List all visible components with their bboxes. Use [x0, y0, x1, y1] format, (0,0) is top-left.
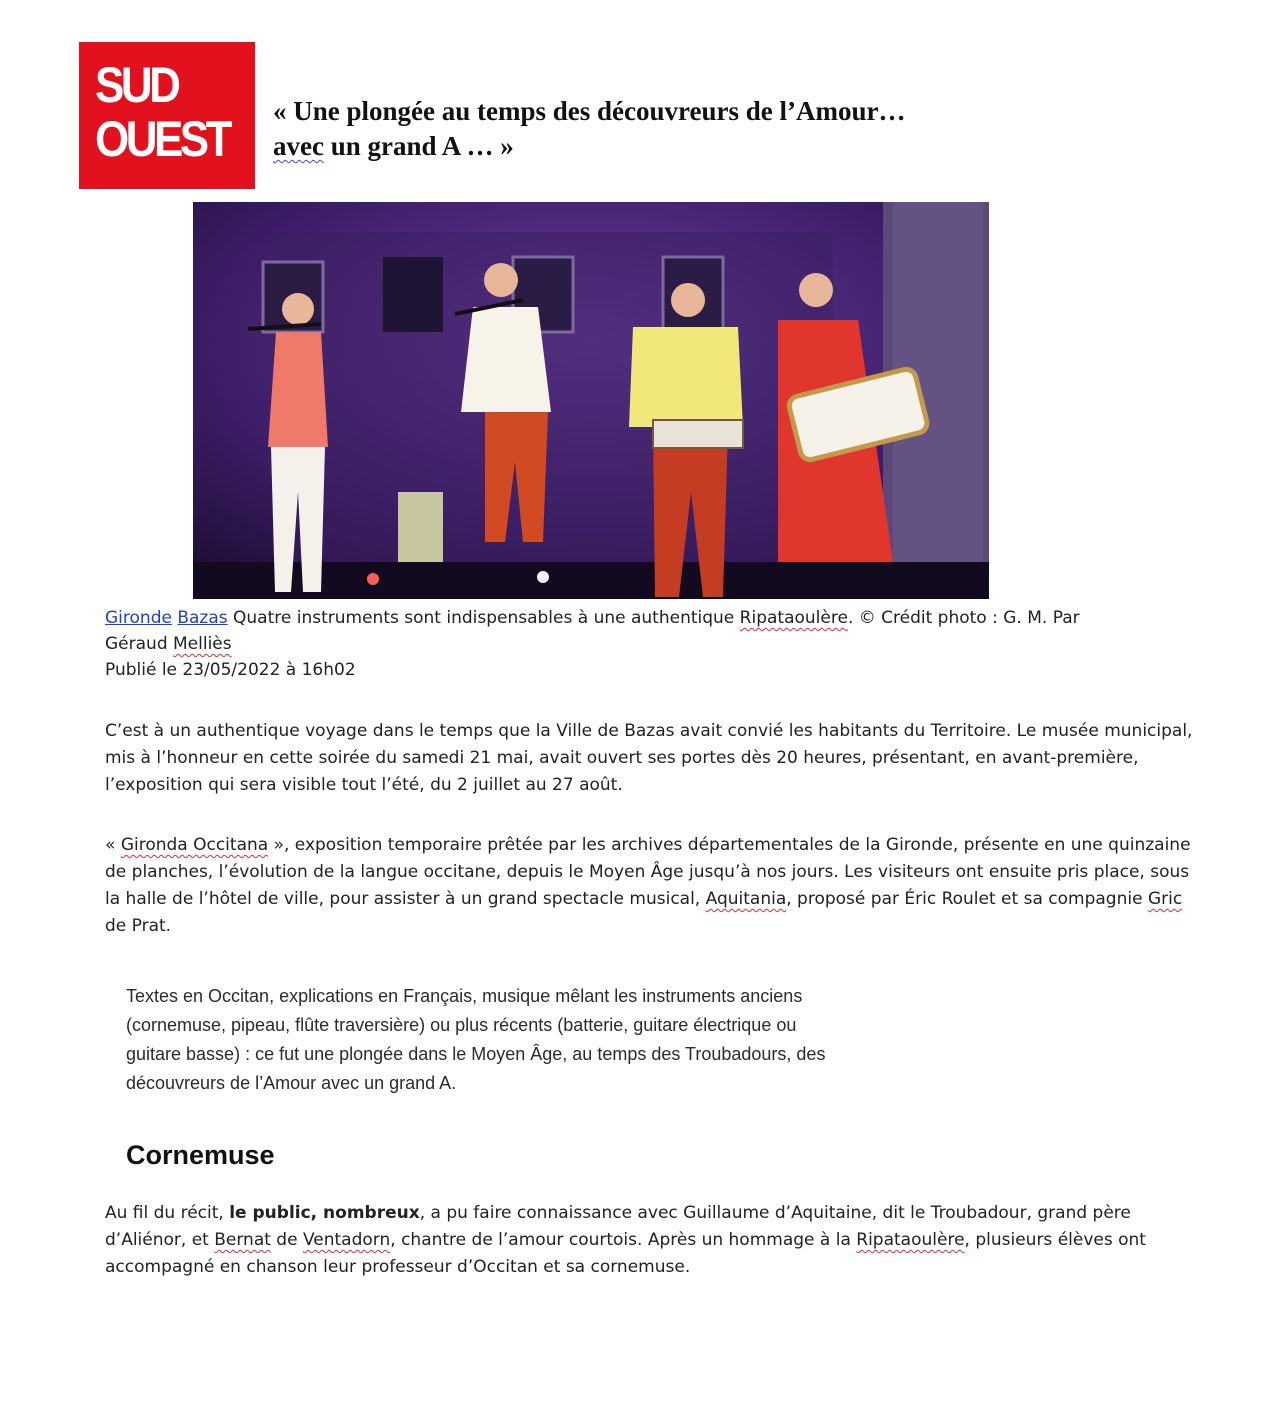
headline-line1: « Une plongée au temps des découvreurs de l’Amour…: [273, 96, 906, 126]
article-headline: [273, 94, 1033, 164]
section-title-cornemuse: Cornemuse: [126, 1140, 275, 1170]
paragraph-intro: C’est à un authentique voyage dans le temps que la Ville de Bazas avait convié les habitants du Territoire. Le musée municipal, mis à l’honneur en cette soirée du samedi 21 mai, avait ouvert ses portes dès 20 heures, présentant, en avant-première, l’exposition qui sera visible tout l’été, du 2 juillet au 27 août.: [105, 721, 1193, 795]
p2-text-a: «: [105, 835, 121, 855]
p4-ripataoulere: Ripataoulère: [856, 1230, 965, 1250]
headline-word-avec: avec: [273, 131, 324, 161]
p2-text-c: », exposition temporaire prêtée par les archives départementales de la Gironde, présente en une quinzaine de planches, l’évolution de la langue occitane, depuis le Moyen Âge jusqu’à nos jours. Les visiteurs ont ensuite pris place, sous la halle de l’hôtel de ville, pour assister à un grand spectacle musical,: [105, 835, 1191, 909]
p4-text-a: Au fil du récit,: [105, 1203, 230, 1223]
p4-ventadorn: Ventadorn: [302, 1230, 391, 1250]
p2-gironda-occitana: Gironda Occitana: [120, 835, 269, 855]
author-name-last: Melliès: [173, 634, 232, 654]
p4-text-e: de: [270, 1230, 303, 1250]
p4-bernat: Bernat: [214, 1230, 271, 1250]
caption-text-b: . © Crédit photo : G. M. Par: [847, 608, 1080, 628]
published-date: Publié le 23/05/2022 à 16h02: [105, 660, 356, 680]
tag-link-gironde[interactable]: Gironde: [105, 608, 172, 628]
paragraph-cornemuse: [105, 1200, 1200, 1281]
p4-text-g: , chantre de l’amour courtois. Après un hommage à la: [390, 1230, 857, 1250]
caption-text-a: Quatre instruments sont indispensables à une authentique: [227, 608, 740, 628]
caption-word-ripataoulere: Ripataoulère: [739, 608, 848, 628]
p4-text-i: , plusieurs élèves ont accompagné en chanson leur professeur d’Occitan et sa cornemuse.: [105, 1230, 1146, 1277]
headline-line2: un grand A … »: [323, 131, 514, 161]
p2-text-e: , proposé par Éric Roulet et sa compagnie: [786, 889, 1148, 909]
paragraph-exhibition: [105, 832, 1200, 940]
tag-link-bazas[interactable]: Bazas: [177, 608, 228, 628]
quote-paragraph: Textes en Occitan, explications en Français, musique mêlant les instruments anciens (cornemuse, pipeau, flûte traversière) ou plus récents (batterie, guitare électrique ou guitare basse) : ce fut une plongée dans le Moyen Âge, au temps des Troubadours, des découvreurs de l’Amour avec un grand A.: [126, 986, 826, 1093]
p2-aquitania: Aquitania: [705, 889, 787, 909]
p2-gric: Gric: [1147, 889, 1183, 909]
p4-bold-public: le public, nombreux: [229, 1203, 420, 1223]
p4-text-c: , a pu faire connaissance avec Guillaume d’Aquitaine, dit le Troubadour, grand père d’Aliénor, et: [105, 1203, 1131, 1250]
concert-photo: [193, 202, 989, 599]
p2-text-g: de Prat.: [105, 916, 172, 936]
logo-text-line1: SUD: [95, 57, 178, 113]
sud-ouest-logo: [79, 42, 255, 189]
logo-text-line2: OUEST: [95, 111, 229, 167]
author-name-first: Géraud: [105, 634, 174, 654]
photo-caption: [105, 605, 1185, 683]
